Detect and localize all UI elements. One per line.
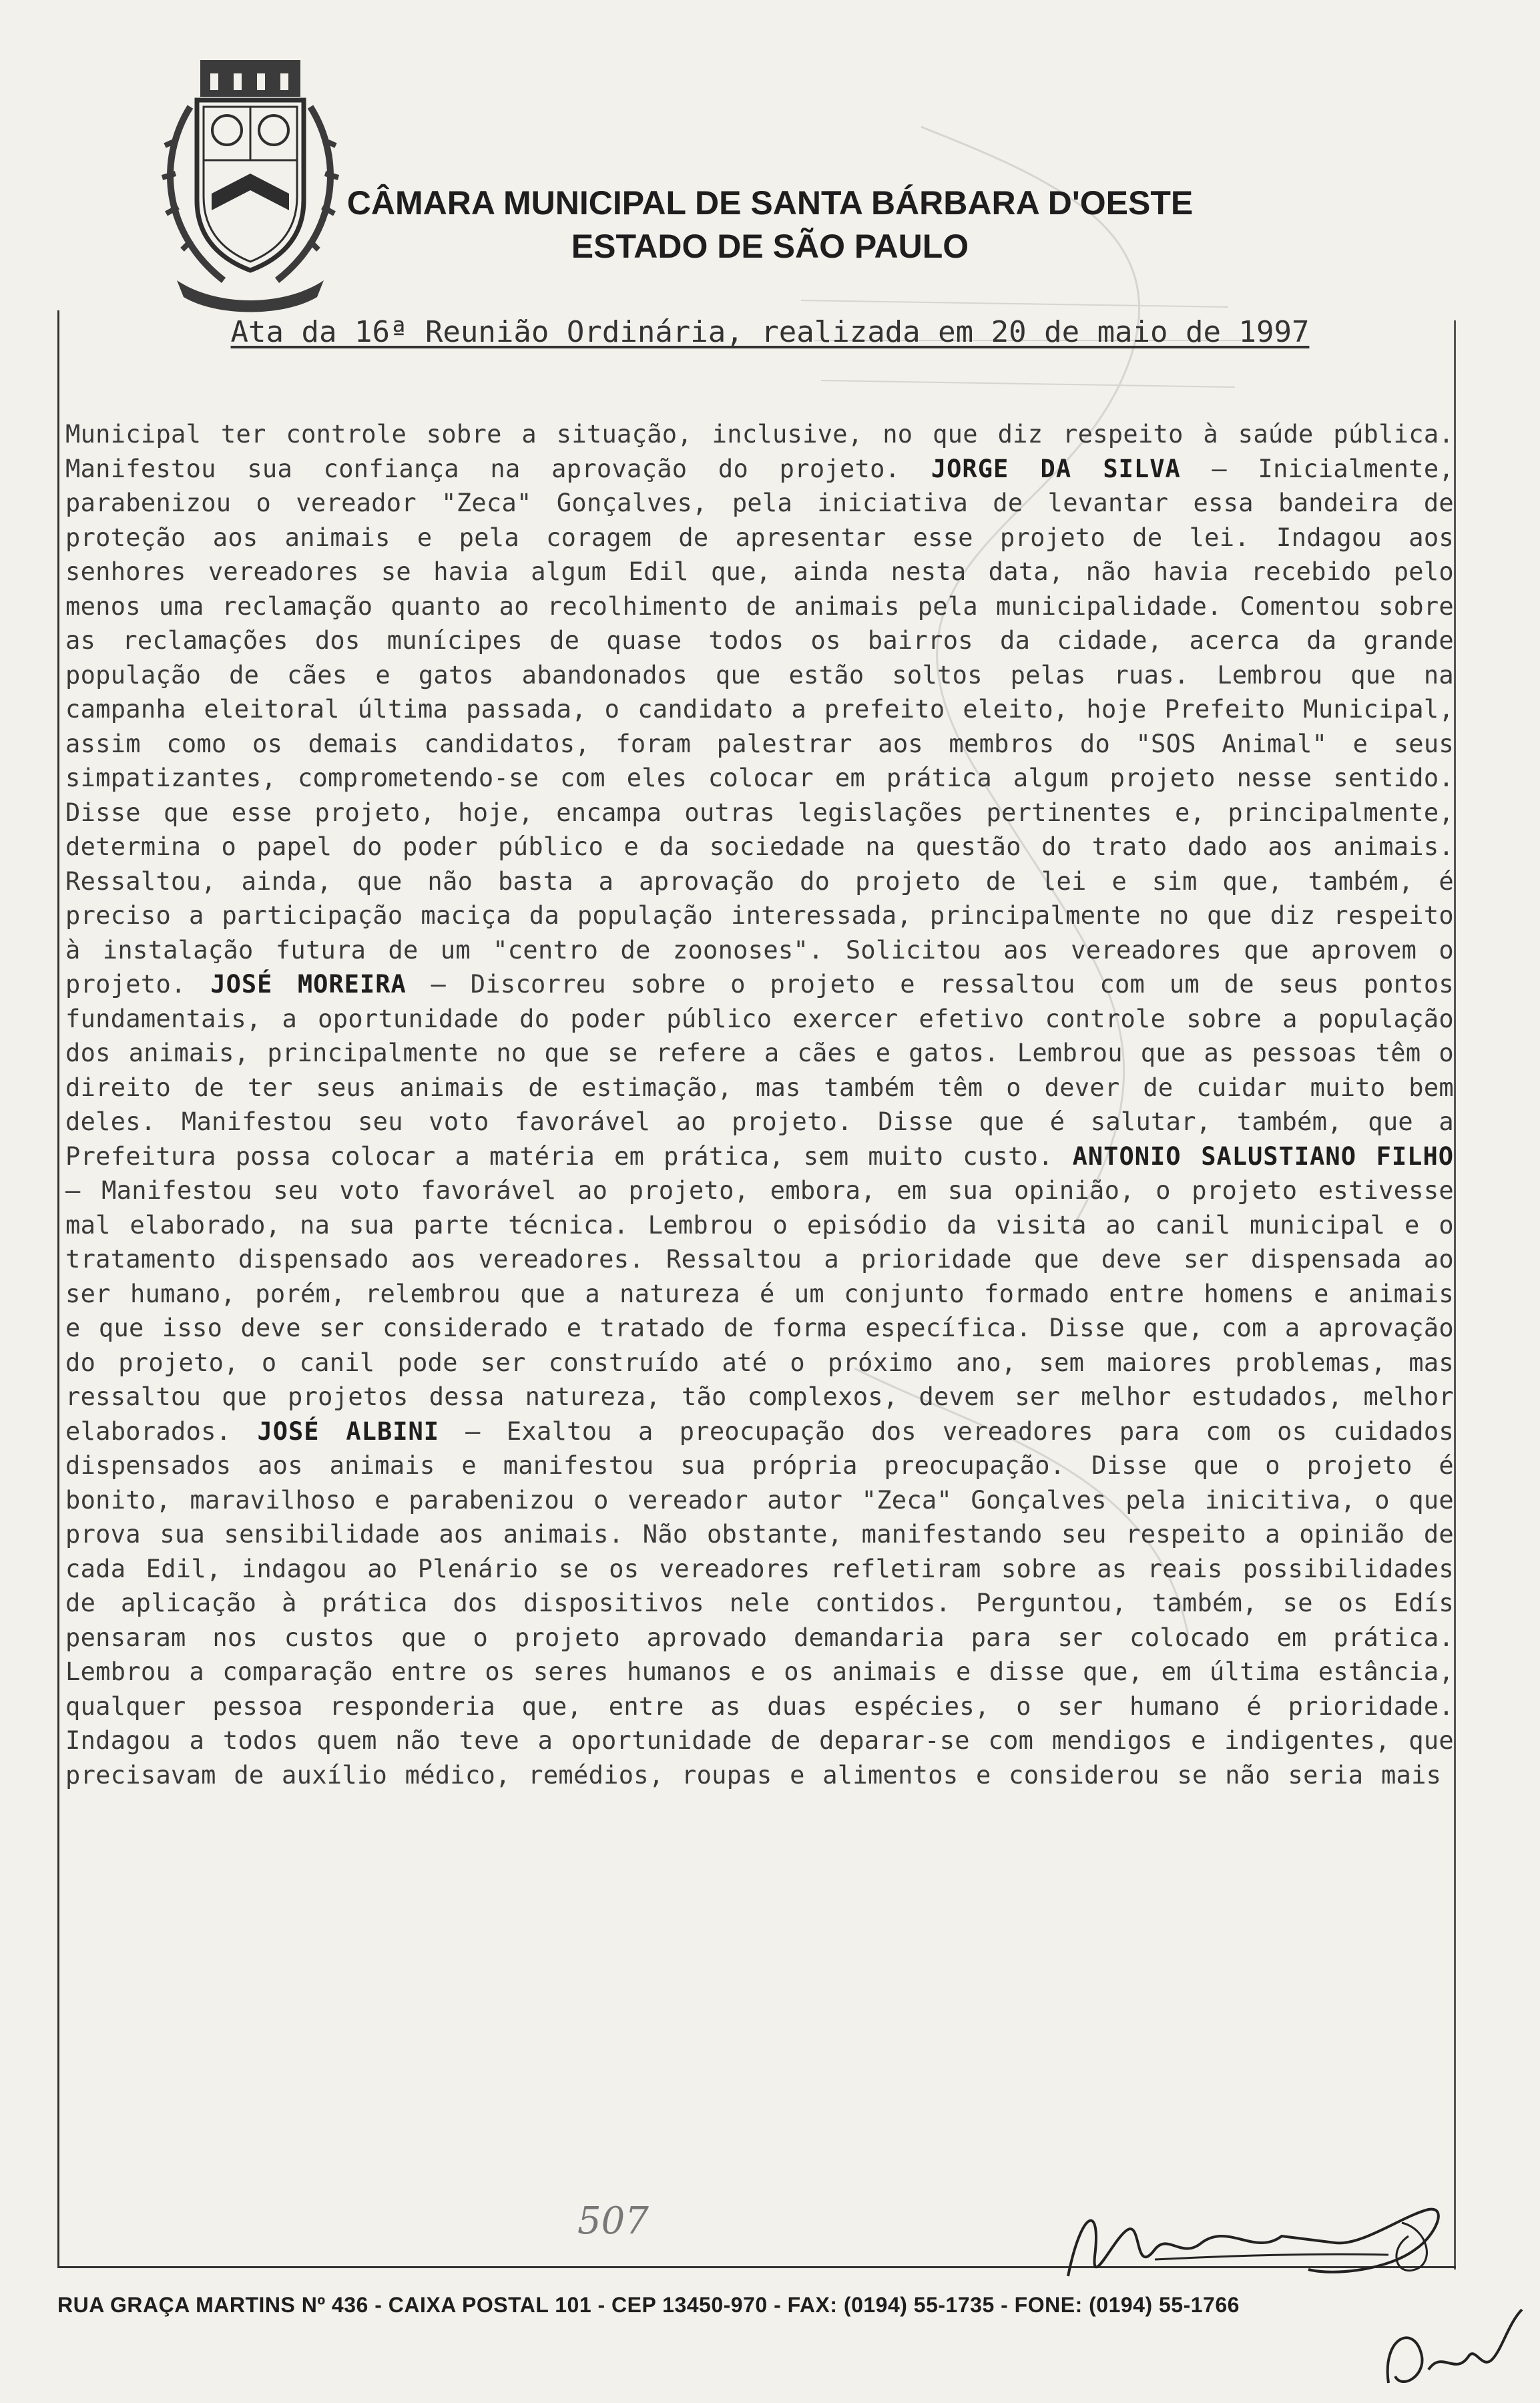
handwritten-page-number: 507 — [577, 2199, 649, 2243]
paragraph-text: – Discorreu sobre o projeto e ressaltou com um de seus pontos fundamentais, a oportunidade do poder público exercer efetivo controle sobre a população dos animais, principalmente no que se refere a cães e gatos. Lembrou que as pessoas têm o direito de ter seus animais de estimação, mas também têm o dever de cuidar muito bem deles. Manifestou seu voto favorável ao projeto. Disse que é salutar, também, que a Prefeitura possa colocar a matéria em prática, sem muito custo. — [65, 970, 1454, 1171]
speaker-name: JOSÉ ALBINI — [257, 1416, 440, 1446]
paragraph-text: – Exaltou a preocupação dos vereadores para com os cuidados dispensados aos animais e manifestou sua própria preocupação. Disse que o projeto é bonito, maravilhoso e parabenizou o vereador autor "Zeca" Gonçalves pela inicitiva, o que prova sua sensibilidade aos animais. Não obstante, manifestando seu respeito a opinião de cada Edil, indagou ao Plenário se os vereadores refletiram sobre as reais possibilidades de aplicação à prática dos dispositivos nele contidos. Perguntou, também, se os Edís pensaram nos custos que o projeto aprovado demandaria para ser colocado em prática. Lembrou a comparação entre os seres humanos e os animais e disse que, em última estância, qualquer pessoa responderia que, entre as duas espécies, o ser humano é prioridade. Indagou a todos quem não teve a oportunidade de deparar-se com mendigos e indigentes, que precisavam de auxílio médico, remédios, roupas e alimentos e considerou se não seria mais — [65, 1416, 1454, 1790]
footer-address: RUA GRAÇA MARTINS Nº 436 - CAIXA POSTAL 101 - CEP 13450-970 - FAX: (0194) 55-1735 - FONE: (0194) 55-1766 — [57, 2293, 1240, 2317]
signature-mark — [1055, 2196, 1455, 2303]
paragraph-text: – Manifestou seu voto favorável ao projeto, embora, em sua opinião, o projeto estivesse mal elaborado, na sua parte técnica. Lembrou o episódio da visita ao canil municipal e o tratamento dispensado aos vereadores. Ressaltou a prioridade que deve ser dispensada ao ser humano, porém, relembrou que a natureza é um conjunto formado entre homens e animais e que isso deve ser considerado e tratado de forma específica. Disse que, com a aprovação do projeto, o canil pode ser construído até o próximo ano, sem maiores problemas, mas ressaltou que projetos dessa natureza, tão complexos, devem ser melhor estudados, melhor elaborados. — [65, 1176, 1454, 1446]
state-name: ESTADO DE SÃO PAULO — [571, 228, 969, 265]
speaker-name: ANTONIO SALUSTIANO FILHO — [1072, 1141, 1454, 1171]
minutes-title: Ata da 16ª Reunião Ordinária, realizada em 20 de maio de 1997 — [230, 315, 1310, 349]
speaker-name: JOSÉ MOREIRA — [210, 970, 407, 999]
minutes-body-text — [65, 417, 1454, 1792]
speaker-name: JORGE DA SILVA — [931, 454, 1181, 483]
paragraph-text: Municipal ter controle sobre a situação, inclusive, no que diz respeito à saúde pública. Manifestou sua confiança na aprovação do projeto. — [65, 420, 1454, 483]
frame-right-border — [1454, 320, 1456, 2270]
frame-left-border — [57, 310, 59, 2266]
institution-name: CÂMARA MUNICIPAL DE SANTA BÁRBARA D'OESTE — [346, 184, 1194, 222]
paragraph-text: – Inicialmente, parabenizou o vereador "Zeca" Gonçalves, pela iniciativa de levantar essa bandeira de proteção aos animais e pela coragem de apresentar esse projeto de lei. Indagou aos senhores vereadores se havia algum Edil que, ainda nesta data, não havia recebido pelo menos uma reclamação quanto ao recolhimento de animais pela municipalidade. Comentou sobre as reclamações dos munícipes de quase todos os bairros da cidade, acerca da grande população de cães e gatos abandonados que estão soltos pelas ruas. Lembrou que na campanha eleitoral última passada, o candidato a prefeito eleito, hoje Prefeito Municipal, assim como os demais candidatos, foram palestrar aos membros do "SOS Animal" e seus simpatizantes, comprometendo-se com eles colocar em prática algum projeto nesse sentido. Disse que esse projeto, hoje, encampa outras legislações pertinentes e, principalmente, determina o papel do poder público e da sociedade na questão do trato dado aos animais. Ressaltou, ainda, que não basta a aprovação do projeto de lei e sim que, também, é preciso a participação maciça da população interessada, principalmente no que diz respeito à instalação futura de um "centro de zoonoses". Solicitou aos vereadores que aprovem o projeto. — [65, 454, 1454, 999]
